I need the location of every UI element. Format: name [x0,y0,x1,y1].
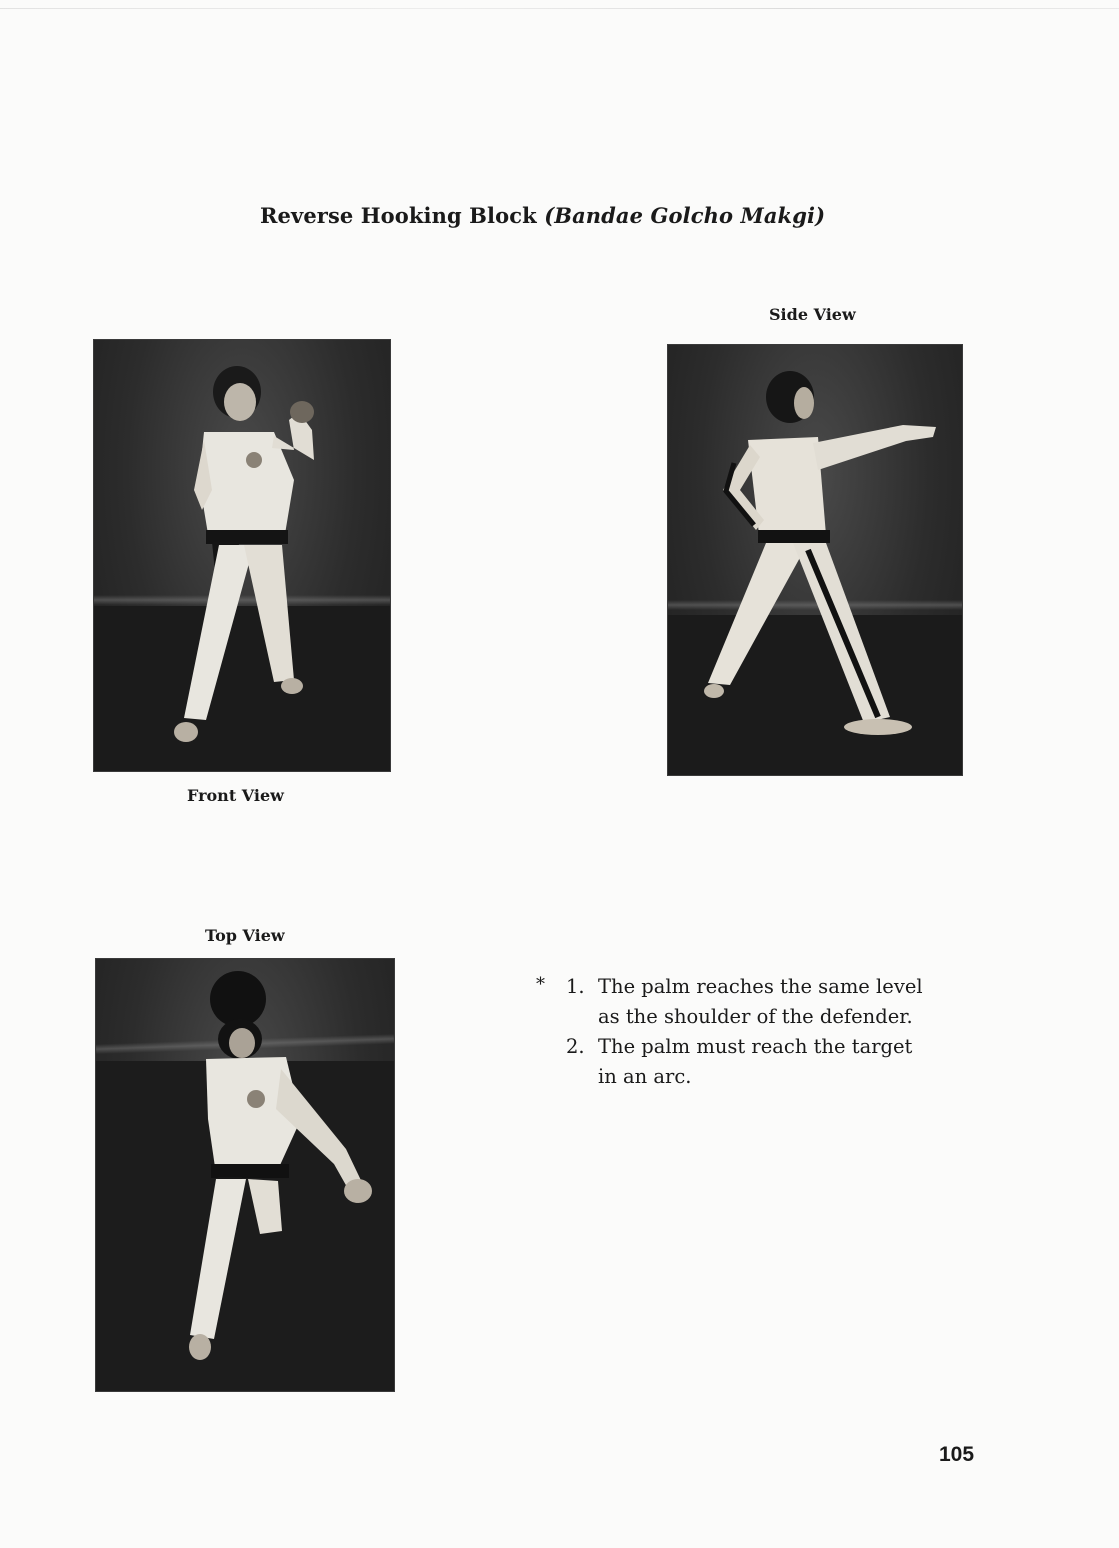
photo-front-view [94,340,390,771]
page-title [260,203,825,228]
figure-front-illustration [94,340,390,771]
note-number: 1. [566,975,585,998]
title-main: Reverse Hooking Block [260,203,537,228]
figure-side-illustration [668,345,962,775]
caption-top-view: Top View [205,926,285,945]
asterisk-marker: * [536,974,545,995]
caption-side-view: Side View [769,305,856,324]
title-subtitle: (Bandae Golcho Makgi) [544,203,826,228]
caption-front-view: Front View [187,786,284,805]
scan-edge-line [0,8,1119,9]
note-item-1 [536,972,923,1032]
figure-top-illustration [96,959,394,1391]
note-line: The palm reaches the same level [598,975,923,998]
note-line: as the shoulder of the defender. [598,1005,913,1028]
photo-side-view [668,345,962,775]
photo-top-view [96,959,394,1391]
page-number: 105 [939,1443,975,1466]
note-line: The palm must reach the target [598,1035,913,1058]
note-line: in an arc. [598,1065,692,1088]
technique-notes [536,972,923,1092]
note-item-2 [536,1032,923,1092]
note-number: 2. [566,1035,585,1058]
